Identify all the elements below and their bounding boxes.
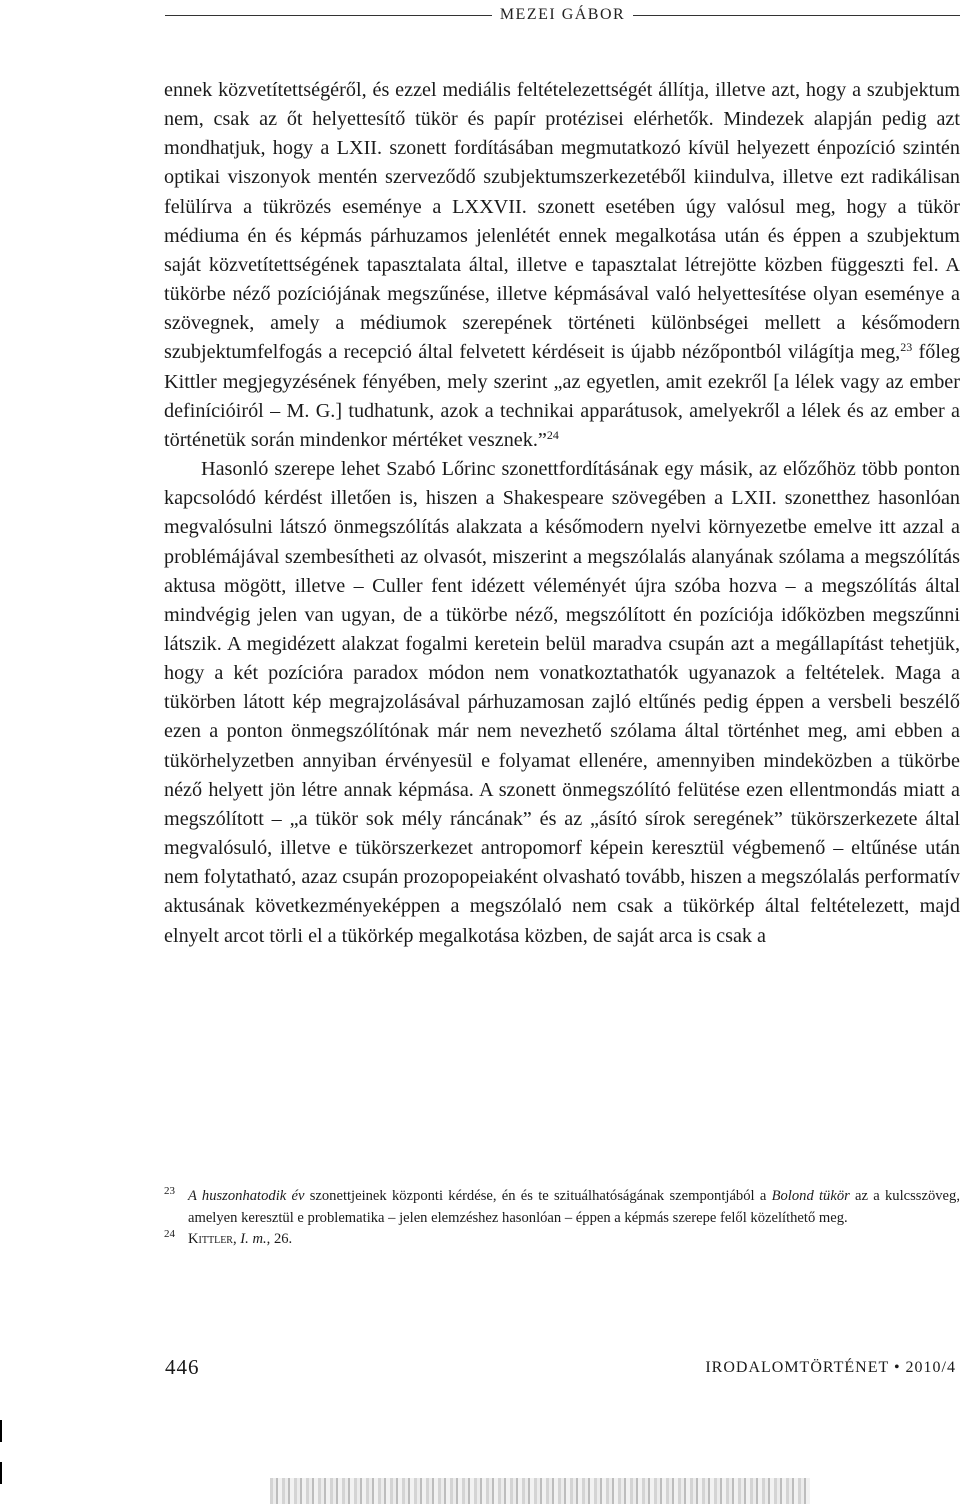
footnote-ref-24: 24 <box>546 427 559 442</box>
scan-margin-mark <box>0 1462 2 1484</box>
scan-margin-mark <box>0 1420 2 1442</box>
paragraph-1-text-b: főleg Kittler megjegyzésének fényében, mely szerint „az egyetlen, amit ezekről [a lélek vagy az ember definícióiról – M. G.] tudhatunk, azok a technikai apparátusok, amelyekről a lélek és az ember a történetük során mindenkor mértéket vesznek.” <box>164 341 960 451</box>
footnote-number: 23 <box>164 1185 175 1197</box>
paragraph-2: Hasonló szerepe lehet Szabó Lőrinc szonettfordításának egy másik, az előzőhöz több ponton kapcsolódó kérdést illetően is, hiszen a Shakespeare szövegében a LXII. szonetthez hasonlóan megvalósulni látszó önmegszólítás alakzata a későmodern nyelvi környezetbe emelve itt azzal a problémájával szembesítheti az olvasót, miszerint a megszólalás alanyának szólama a megszólítás aktusa mögött, illetve – Culler fent idézett véleményét újra szóba hozva – a megszólítás által mindvégig jelen van ugyan, de a tükörbe néző, megszólított én pozíciója időközben megszűnni látszik. A megidézett alakzat fogalmi keretein belül maradva csupán azt a megállapítást tehetjük, hogy a két pozícióra paradox módon nem vonatkoztathatók ugyanazok a feltételek. Maga a tükörben látott kép megrajzolásával párhuzamosan zajló eltűnés pedig éppen a versbeli beszélő ezen a ponton önmegszólítónak már nem nevezhető szólama által történhet meg, ami ebben a tükörhelyzetben annyiban érvényesül e folyamat ellenére, amennyiben mindeközben a tükörbe néző helyett jön létre annak képmása. A szonett önmegszólító felütése ezen ellentmondás miatt a megszólított – „a tükör sok mély ráncának” és az „ásító sírok seregének” tükörszerkezete által megvalósuló, illetve e tükörszerkezet antropomorf képein keresztül végbemenő – eltűnése után nem folytatható, azaz csupán prozopopeiaként olvasható tovább, hiszen a megszólalás performatív aktusának következményeképpen a megszólaló nem csak a tükörkép által feltételezett, majd elnyelt arcot törli el a tükörkép megalkotása közben, de saját arca is csak a <box>164 458 960 947</box>
footnote-23 <box>164 1186 960 1229</box>
footnote-number: 24 <box>164 1228 175 1240</box>
footnote-text: Kittler, I. m., 26. <box>188 1231 293 1247</box>
scan-watermark-strip <box>270 1478 810 1504</box>
main-text <box>164 76 960 951</box>
footnote-ref-23: 23 <box>900 340 913 355</box>
header-rule-right <box>633 15 960 16</box>
header-rule-left <box>165 15 492 16</box>
author-name: Kittler <box>188 1231 233 1247</box>
journal-issue: IRODALOMTÖRTÉNET • 2010/4 <box>705 1359 956 1376</box>
citation-abbrev: I. m. <box>240 1231 267 1247</box>
footnotes <box>164 1186 960 1251</box>
footnote-24 <box>164 1229 960 1251</box>
poem-title: Bolond tükör <box>771 1188 850 1204</box>
book-title: A huszonhatodik év <box>188 1188 305 1204</box>
paragraph-1-text-a: ennek közvetítettségéről, és ezzel mediális feltételezettségét állítja, illetve azt, hogy a szubjektum nem, csak az őt helyettesítő tükör és papír protézisei elérhetők. Mindezek alapján pedig azt mondhatjuk, hogy a LXII. szonett fordításában megmutatkozó kívül helyezett énpozíció szintén optikai viszonyok mentén szerveződő szubjektumszerkezetéből kiindulva, illetve ezt radikálisan felülírva a tükrözés eseménye a LXXVII. szonett esetében úgy valósul meg, hogy a tükör médiuma én és képmás párhuzamos jelenlétét ennek megalkotása után és éppen a szubjektum saját közvetítettségének tapasztalata által, illetve e tapasztalat létrejötte közben függeszti fel. A tükörbe néző pozíciójának megszűnése, illetve képmásával való helyettesítése olyan eseménye a szövegnek, amely a médiumok szerepének történeti különbségei mellett a későmodern szubjektumfelfogás a recepció által felvetett kérdéseit is újabb nézőpontból világítja meg, <box>164 79 960 364</box>
running-title: MEZEI GÁBOR <box>499 6 626 23</box>
footnote-text: A huszonhatodik év szonettjeinek központi kérdése, én és te szituálhatóságának szempontjából a Bolond tükör az a kulcsszöveg, amelyen keresztül e problematika – jelen elemzéshez hasonlóan – éppen a képmás szerepe felől közelíthető meg. <box>188 1188 960 1226</box>
running-header <box>165 3 960 27</box>
paragraph-1 <box>164 76 960 455</box>
page-number: 446 <box>165 1355 200 1379</box>
